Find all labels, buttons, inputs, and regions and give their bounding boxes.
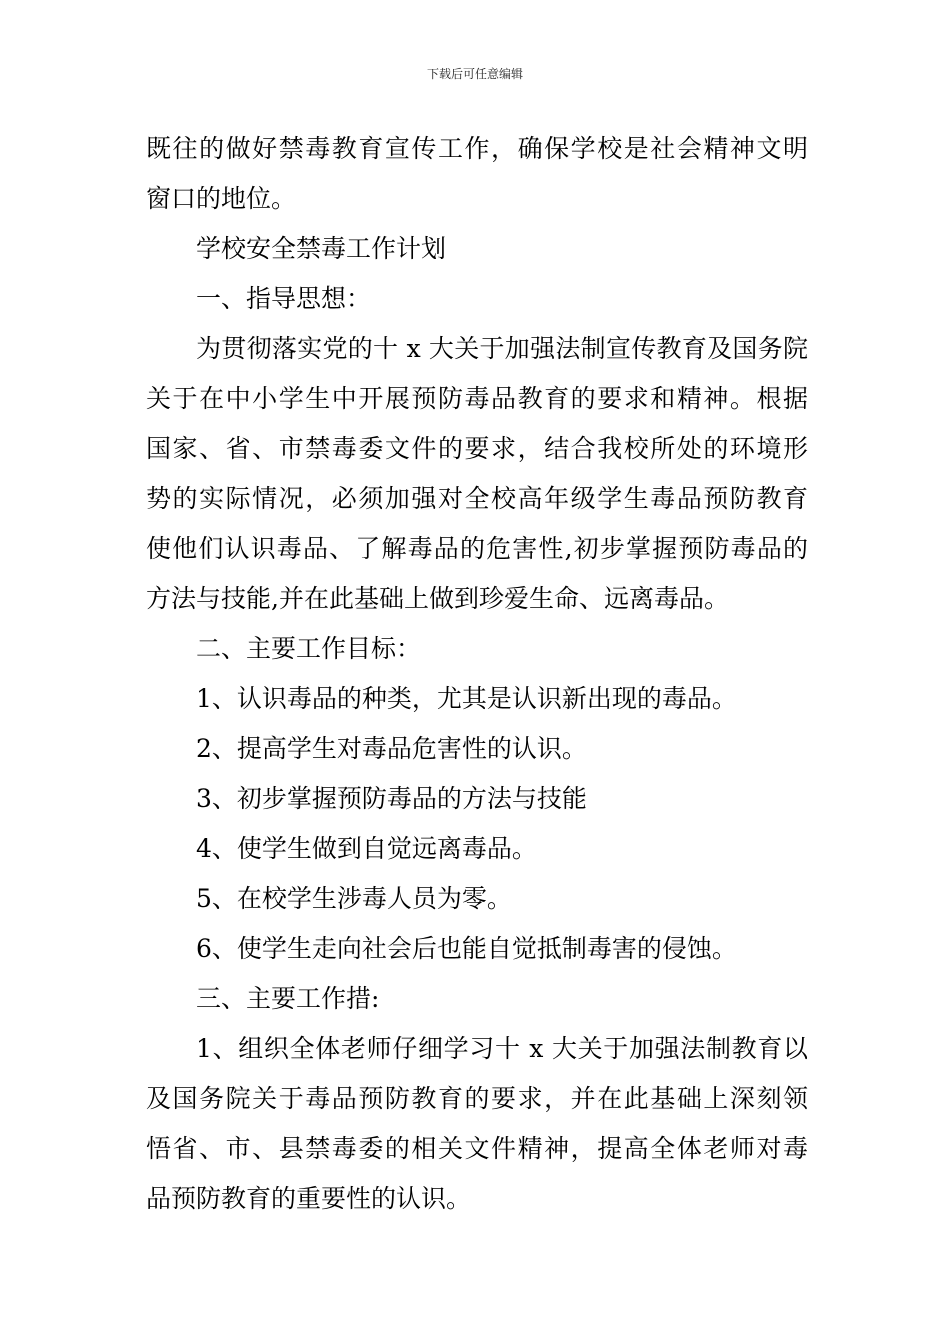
text-line: 为贯彻落实党的十 x 大关于加强法制宣传教育及国务院 xyxy=(196,334,808,363)
list-item: 1、认识毒品的种类，尤其是认识新出现的毒品。 xyxy=(196,684,737,713)
text-line: 品预防教育的重要性的认识。 xyxy=(146,1184,472,1213)
list-item: 3、初步掌握预防毒品的方法与技能 xyxy=(196,784,587,813)
section-heading: 一、指导思想： xyxy=(196,284,372,313)
text-line: 关于在中小学生中开展预防毒品教育的要求和精神。根据 xyxy=(146,384,808,413)
text-line: 使他们认识毒品、了解毒品的危害性,初步掌握预防毒品的 xyxy=(146,534,808,563)
text-line: 1、组织全体老师仔细学习十 x 大关于加强法制教育以 xyxy=(196,1034,808,1063)
section-heading: 二、主要工作目标： xyxy=(196,634,422,663)
list-item: 6、使学生走向社会后也能自觉抵制毒害的侵蚀。 xyxy=(196,934,737,963)
section-title: 学校安全禁毒工作计划 xyxy=(196,234,447,263)
text-line: 既往的做好禁毒教育宣传工作，确保学校是社会精神文明 xyxy=(146,134,808,163)
text-line: 悟省、市、县禁毒委的相关文件精神，提高全体老师对毒 xyxy=(146,1134,808,1163)
text-line: 窗口的地位。 xyxy=(146,184,297,213)
list-item: 4、使学生做到自觉远离毒品。 xyxy=(196,834,537,863)
document-body xyxy=(146,124,808,1224)
section-heading: 三、主要工作措: xyxy=(196,984,380,1013)
text-line: 方法与技能,并在此基础上做到珍爱生命、远离毒品。 xyxy=(146,584,729,613)
page-header-note: 下载后可任意编辑 xyxy=(426,67,523,81)
list-item: 2、提高学生对毒品危害性的认识。 xyxy=(196,734,587,763)
list-item: 5、在校学生涉毒人员为零。 xyxy=(196,884,512,913)
text-line: 国家、省、市禁毒委文件的要求，结合我校所处的环境形 xyxy=(146,434,808,463)
text-line: 势的实际情况，必须加强对全校高年级学生毒品预防教育 xyxy=(146,484,808,513)
text-line: 及国务院关于毒品预防教育的要求，并在此基础上深刻领 xyxy=(146,1084,808,1113)
